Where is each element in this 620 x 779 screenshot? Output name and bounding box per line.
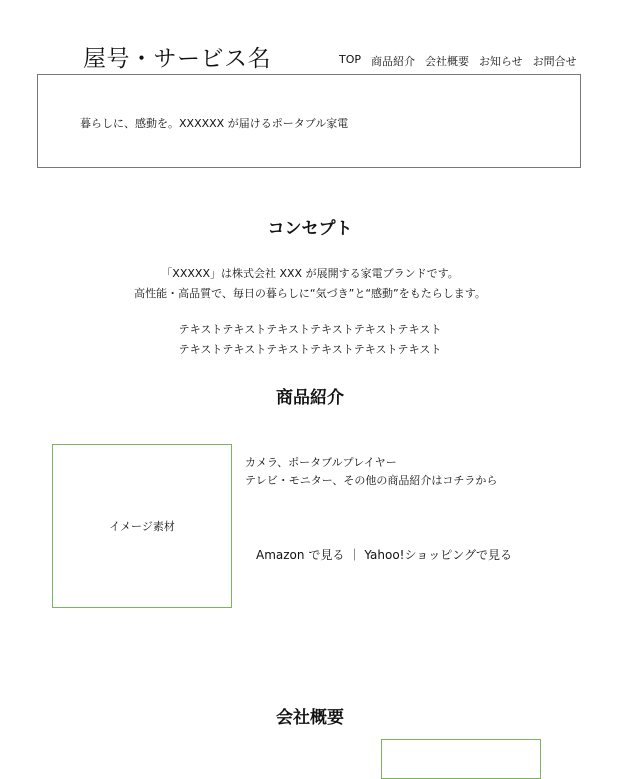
products-heading: 商品紹介: [276, 388, 344, 408]
nav-item-top[interactable]: TOP: [339, 53, 362, 66]
concept-text-line-1: テキストテキストテキストテキストテキストテキスト: [178, 323, 442, 336]
hero-tagline: 暮らしに、感動を。XXXXXX が届けるポータブル家電: [80, 117, 349, 130]
yahoo-shopping-link[interactable]: Yahoo!ショッピングで見る: [364, 548, 512, 562]
amazon-link[interactable]: Amazon で見る: [256, 548, 345, 562]
concept-line-1: 「XXXXX」は株式会社 XXX が展開する家電ブランドです。: [161, 267, 459, 280]
company-heading: 会社概要: [276, 708, 344, 728]
hero-banner: [37, 74, 581, 168]
nav-item-news[interactable]: お知らせ: [479, 55, 523, 68]
product-image-placeholder: [52, 444, 232, 608]
site-title: 屋号・サービス名: [83, 46, 271, 72]
product-line-2: テレビ・モニター、その他の商品紹介はコチラから: [245, 474, 498, 487]
nav-item-contact[interactable]: お問合せ: [532, 55, 577, 68]
global-nav: [339, 53, 577, 69]
product-line-1: カメラ、ポータブルプレイヤー: [245, 456, 397, 469]
concept-heading: コンセプト: [267, 219, 353, 239]
nav-item-products[interactable]: 商品紹介: [371, 55, 416, 68]
image-placeholder-label: イメージ素材: [109, 520, 175, 533]
concept-line-2: 高性能・高品質で、毎日の暮らしに“気づき”と“感動”をもたらします。: [134, 287, 486, 300]
store-links: [256, 546, 512, 563]
nav-item-company[interactable]: 会社概要: [425, 55, 470, 68]
concept-text-line-2: テキストテキストテキストテキストテキストテキスト: [178, 343, 442, 356]
store-link-separator: ｜: [348, 548, 361, 562]
company-image-placeholder: [381, 739, 541, 779]
